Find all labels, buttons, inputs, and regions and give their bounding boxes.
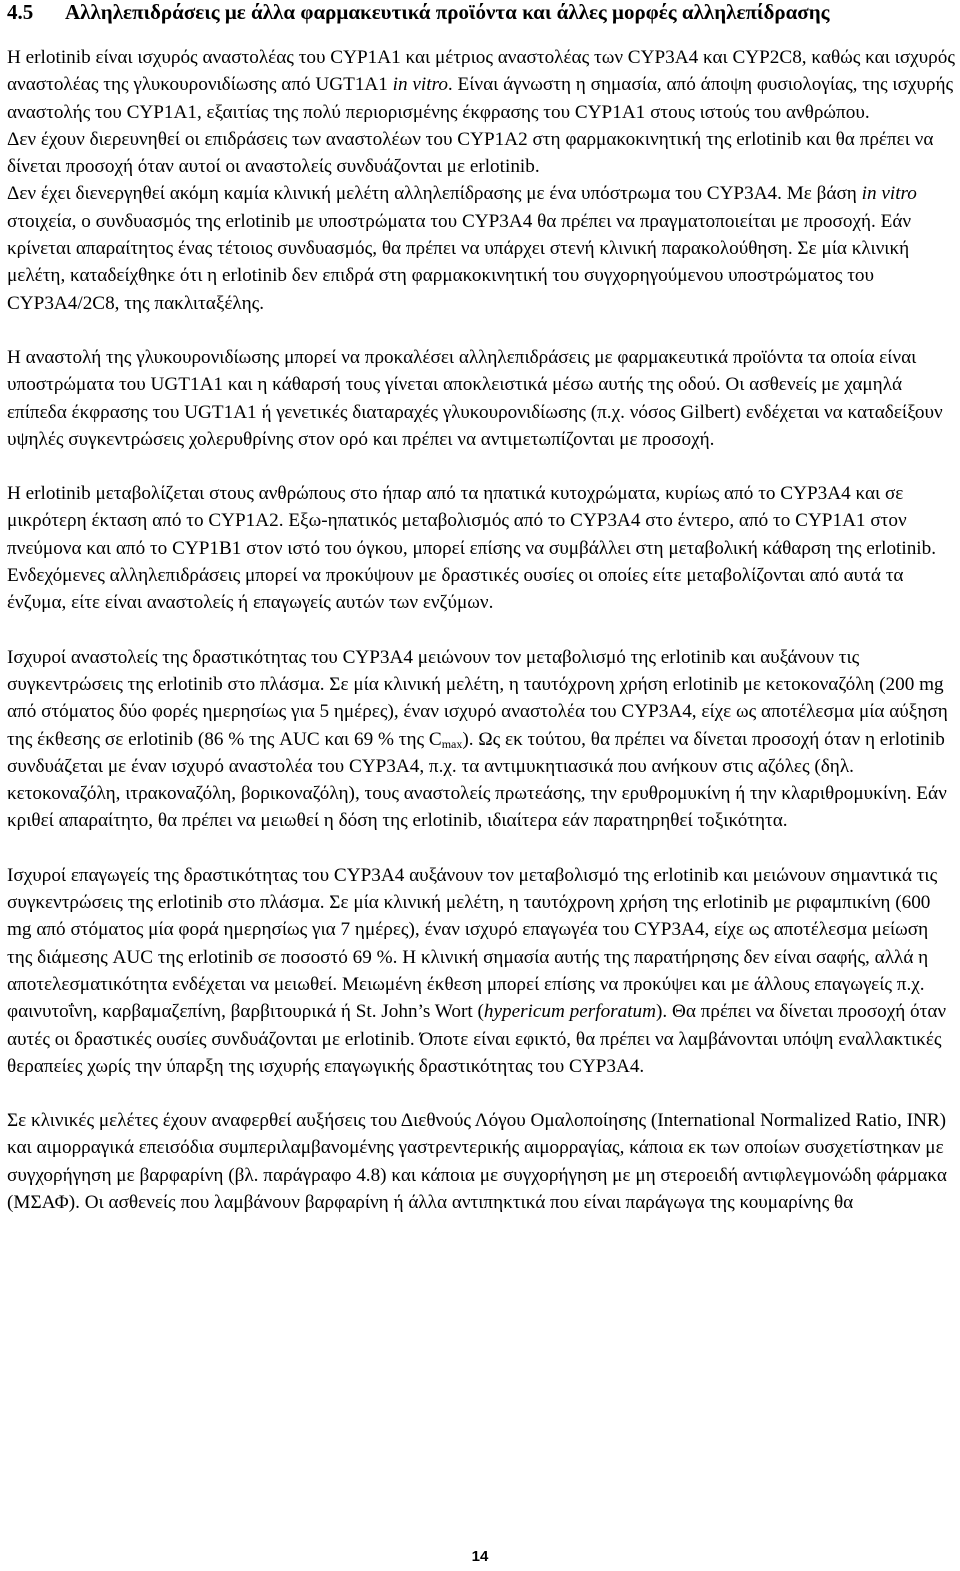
text-run: Δεν έχει διενεργηθεί ακόμη καμία κλινική μελέτη αλληλεπίδρασης με ένα υπόστρωμα του CYP3A4. Με βάση: [7, 183, 862, 205]
section-heading: [7, 0, 955, 24]
paragraph-inr-warfarin: Σε κλινικές μελέτες έχουν αναφερθεί αυξήσεις του Διεθνούς Λόγου Ομαλοποίησης (International Normalized Ratio, INR) και αιμορραγικά επεισόδια συμπεριλαμβανομένης γαστρεντερικής αιμορραγίας, κάποια εκ των οποίων συσχετίστηκαν με συγχορήγηση με βαρφαρίνη (βλ. παράγραφο 4.8) και κάποια με συγχορήγηση με μη στεροειδή αντιφλεγμονώδη φάρμακα (ΜΣΑΦ). Οι ασθενείς που λαμβάνουν βαρφαρίνη ή άλλα αντιπηκτικά που είναι παράγωγα της κουμαρίνης θα: [7, 1110, 947, 1213]
page-number: 14: [471, 1548, 489, 1565]
section-number: 4.5: [7, 0, 34, 24]
italic-text: in vitro: [392, 74, 448, 96]
italic-text: hypericum perforatum: [483, 1001, 657, 1023]
text-run: στοιχεία, ο συνδυασμός της erlotinib με υποστρώματα του CYP3A4 θα πρέπει να πραγματοποιείται με προσοχή. Εάν κρίνεται απαραίτητος ένας τέτοιος συνδυασμός, θα πρέπει να υπάρχει στενή κλινική παρακολούθηση. Σε μία κλινική μελέτη, καταδείχθηκε ότι η erlotinib δεν επιδρά στη φαρμακοκινητική του συγχορηγούμενου υποστρώματος του CYP3A4/2C8, της πακλιταξέλης.: [7, 210, 912, 314]
text-run: Η erlotinib είναι ισχυρός αναστολέας του CYP1A1 και μέτριος αναστολέας των CYP3A4 και CYP2C8, καθώς και ισχυρός αναστολέας της γλυκουρονιδίωσης από UGT1A1: [7, 47, 955, 96]
text-run: Ισχυροί επαγωγείς της δραστικότητας του CYP3A4 αυξάνουν τον μεταβολισμό της erlotinib και μειώνουν σημαντικά τις συγκεντρώσεις της erlotinib στο πλάσμα. Σε μία κλινική μελέτη, η ταυτόχρονη χρήση της erlotinib με ριφαμπικίνη (600 mg από στόματος μία φορά ημερησίως για 7 ημέρες), έναν ισχυρό επαγωγέα του CYP3A4, είχε ως αποτέλεσμα μείωση της διάμεσης AUC της erlotinib σε ποσοστό 69 %. Η κλινική σημασία αυτής της παρατήρησης δεν είναι σαφής, αλλά η αποτελεσματικότητα ενδέχεται να μειωθεί. Μειωμένη έκθεση μπορεί επίσης να προκύψει και με άλλους επαγωγείς π.χ. φαινυτοΐνη, καρβαμαζεπίνη, βαρβιτουρικά ή St. John’s Wort (: [7, 864, 938, 1023]
text-run: ). Ως εκ τούτου, θα πρέπει να δίνεται προσοχή όταν η erlotinib συνδυάζεται με έναν ισχυρό αναστολέα του CYP3A4, π.χ. τα αντιμυκητιασικά που ανήκουν στις αζόλες (δηλ. κετοκοναζόλη, ιτρακοναζόλη, βορικοναζόλη), τους αναστολείς πρωτεάσης, την ερυθρομυκίνη ή την κλαριθρομυκίνη. Εάν κριθεί απαραίτητο, θα πρέπει να μειωθεί η δόση της erlotinib, ιδιαίτερα εάν παρατηρηθεί τοξικότητα.: [7, 728, 947, 832]
text-run: Ισχυροί αναστολείς της δραστικότητας του CYP3A4 μειώνουν τον μεταβολισμό της erlotinib και αυξάνουν τις συγκεντρώσεις της erlotinib στο πλάσμα. Σε μία κλινική μελέτη, η ταυτόχρονη χρήση erlotinib με κετοκοναζόλη (200 mg από στόματος δύο φορές ημερησίως για 5 ημέρες), έναν ισχυρό αναστολέα του CYP3A4, είχε ως αποτέλεσμα μία αύξηση της έκθεσης σε erlotinib (86 % της AUC και 69 % της C: [7, 646, 948, 750]
paragraph-cyp1a2: Δεν έχουν διερευνηθεί οι επιδράσεις των αναστολέων του CYP1A2 στη φαρμακοκινητική της erlotinib και θα πρέπει να δίνεται προσοχή όταν αυτοί οι αναστολείς συνδυάζονται με erlotinib.: [7, 128, 934, 178]
spacer: [7, 617, 955, 644]
paragraph-cyp3a4-inducers: [7, 862, 955, 1080]
italic-text: in vitro: [861, 183, 917, 205]
text-run: . Είναι άγνωστη η σημασία, από άποψη φυσιολογίας, της ισχυρής αναστολής του CYP1A1, εξαιτίας της πολύ περιορισμένης έκφρασης του CYP1A1 στους ιστούς του ανθρώπου.: [7, 74, 954, 123]
section-title: Αλληλεπιδράσεις με άλλα φαρμακευτικά προϊόντα και άλλες μορφές αλληλεπίδρασης: [65, 0, 830, 24]
paragraph-cyp3a4-inhibitors: [7, 644, 955, 835]
spacer: [7, 453, 955, 480]
paragraph-glucuronidation: Η αναστολή της γλυκουρονιδίωσης μπορεί να προκαλέσει αλληλεπιδράσεις με φαρμακευτικά προϊόντα τα οποία είναι υποστρώματα του UGT1A1 και η κάθαρσή τους γίνεται αποκλειστικά μέσω αυτής της οδού. Οι ασθενείς με χαμηλά επίπεδα έκφρασης του UGT1A1 ή γενετικές διαταραχές γλυκουρονιδίωσης (π.χ. νόσος Gilbert) ενδέχεται να καταδείξουν υψηλές συγκεντρώσεις χολερυθρίνης στον ορό και πρέπει να αντιμετωπίζονται με προσοχή.: [7, 346, 943, 450]
spacer: [7, 835, 955, 862]
text-run: ). Θα πρέπει να δίνεται προσοχή όταν αυτές οι δραστικές ουσίες συνδυάζονται με erlotinib. Όποτε είναι εφικτό, θα πρέπει να λαμβάνονται υπόψη εναλλακτικές θεραπείες χωρίς την ύπαρξη της ισχυρής επαγωγικής δραστικότητας του CYP3A4.: [7, 1001, 947, 1077]
spacer: [7, 24, 955, 44]
spacer: [7, 1080, 955, 1107]
document-page: [7, 0, 955, 1216]
paragraph-cyp3a4-substrate: [7, 180, 955, 316]
spacer: [7, 317, 955, 344]
paragraph-metabolism: Η erlotinib μεταβολίζεται στους ανθρώπους στο ήπαρ από τα ηπατικά κυτοχρώματα, κυρίως από το CYP3A4 και σε μικρότερη έκταση από το CYP1A2. Εξω-ηπατικός μεταβολισμός από το CYP3A4 στο έντερο, από το CYP1A1 στον πνεύμονα και από το CYP1B1 στον ιστό του όγκου, μπορεί επίσης να συμβάλλει στη μεταβολική κάθαρση της erlotinib. Ενδεχόμενες αλληλεπιδράσεις μπορεί να προκύψουν με δραστικές ουσίες οι οποίες είτε μεταβολίζονται από αυτά τα ένζυμα, είτε είναι αναστολείς ή επαγωγείς αυτών των ενζύμων.: [7, 483, 937, 614]
paragraph-cyp1a1: [7, 44, 955, 126]
subscript-text: max: [441, 736, 463, 751]
